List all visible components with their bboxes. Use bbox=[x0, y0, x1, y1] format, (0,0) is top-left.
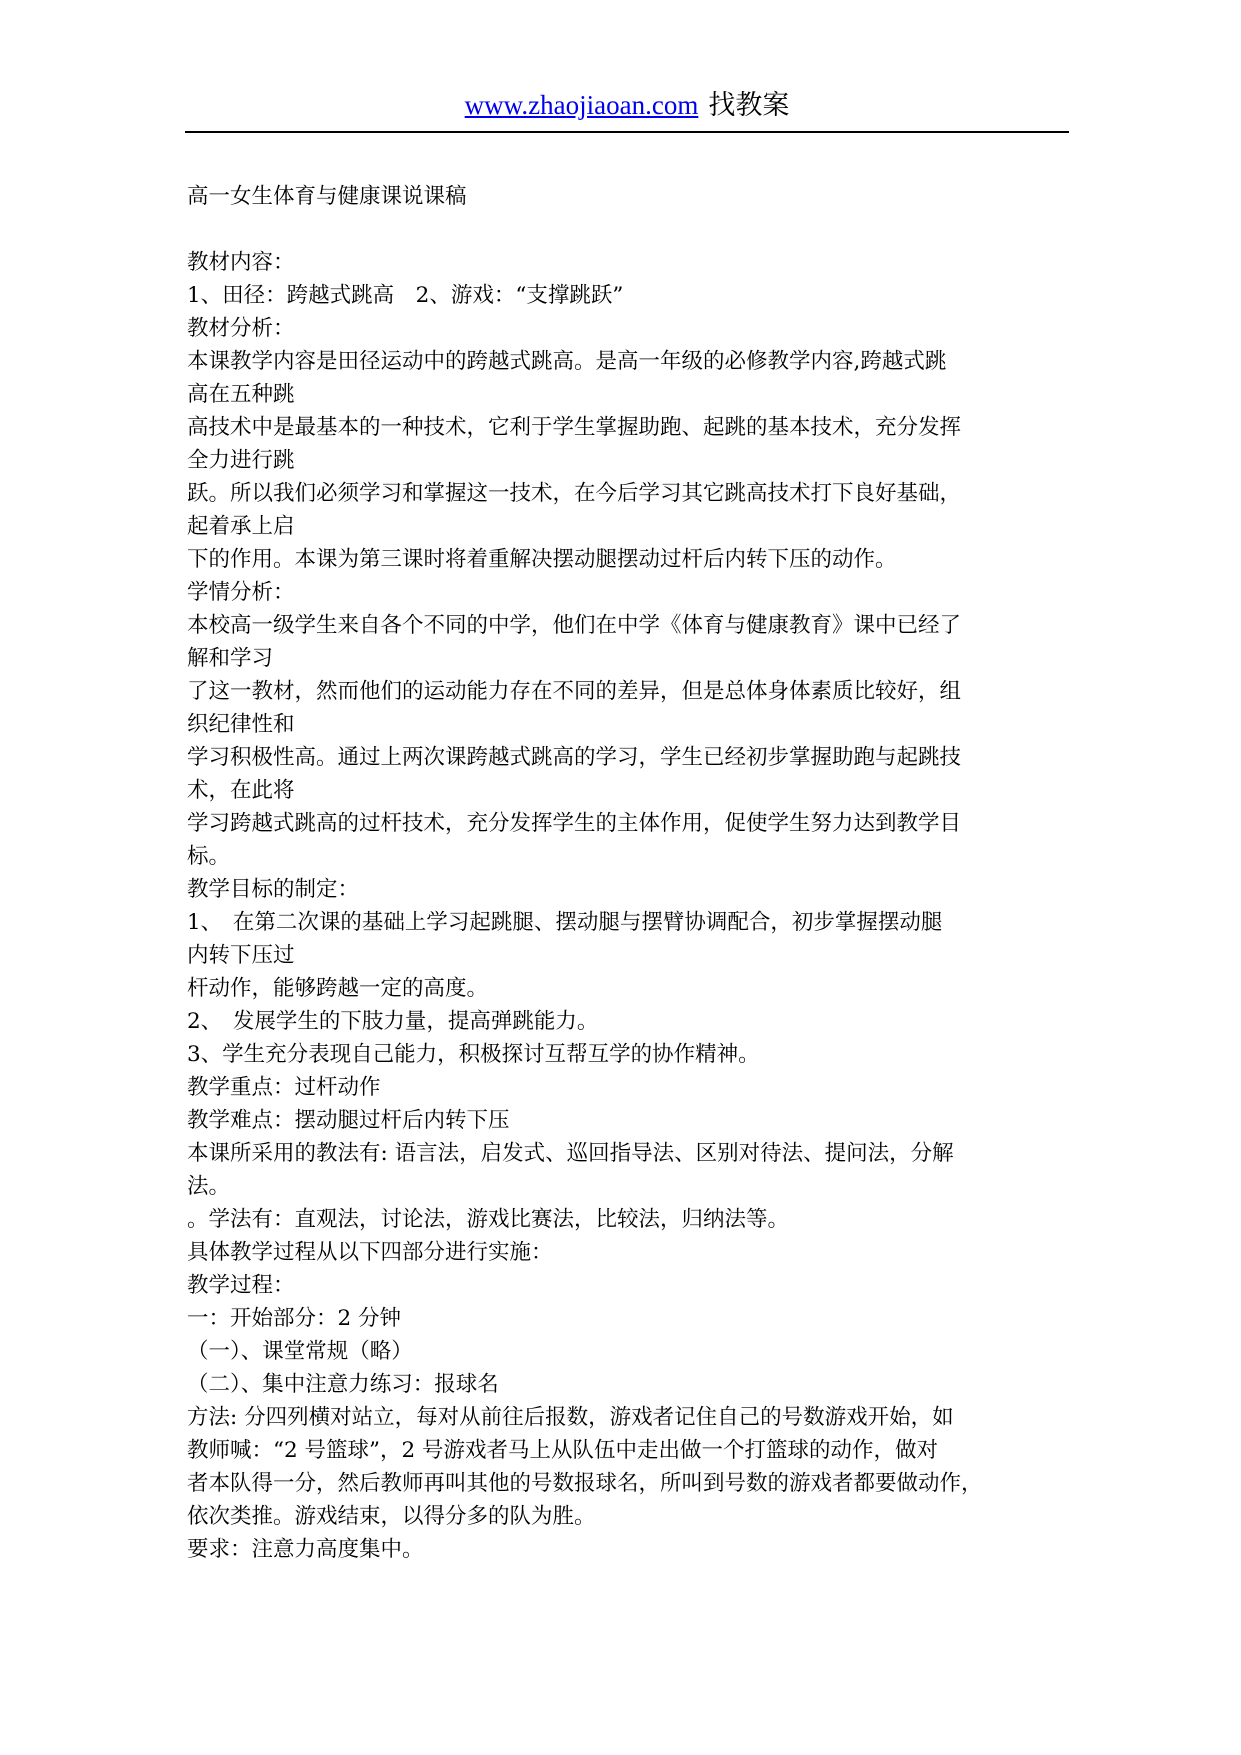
page-header bbox=[185, 88, 1069, 123]
site-name: 找教案 bbox=[708, 90, 790, 121]
text-line: 2、 发展学生的下肢力量，提高弹跳能力。 bbox=[187, 1009, 599, 1034]
text-line: 教师喊：“2 号篮球”，2 号游戏者马上从队伍中走出做一个打篮球的动作，做对 bbox=[187, 1438, 939, 1463]
text-line: 织纪律性和 bbox=[187, 712, 295, 737]
text-line: （一）、课堂常规（略） bbox=[187, 1339, 413, 1364]
text-line: 学习积极性高。通过上两次课跨越式跳高的学习，学生已经初步掌握助跑与起跳技 bbox=[187, 745, 962, 770]
site-link[interactable]: www.zhaojiaoan.com bbox=[464, 90, 699, 120]
text-line: 1、田径：跨越式跳高 2、游戏：“支撑跳跃” bbox=[187, 283, 624, 308]
text-line: 本课所采用的教法有: 语言法，启发式、巡回指导法、区别对待法、提问法，分解 bbox=[187, 1141, 954, 1166]
text-line: 术，在此将 bbox=[187, 778, 295, 803]
text-line: 学习跨越式跳高的过杆技术，充分发挥学生的主体作用，促使学生努力达到教学目 bbox=[187, 811, 962, 836]
text-line: 要求：注意力高度集中。 bbox=[187, 1537, 424, 1562]
text-line: 下的作用。本课为第三课时将着重解决摆动腿摆动过杆后内转下压的动作。 bbox=[187, 547, 897, 572]
text-line: 全力进行跳 bbox=[187, 448, 295, 473]
text-line: 教材内容： bbox=[187, 250, 295, 275]
text-line: 标。 bbox=[187, 844, 231, 869]
text-line: 高技术中是最基本的一种技术，它利于学生掌握助跑、起跳的基本技术，充分发挥 bbox=[187, 415, 962, 440]
text-line: 教学过程： bbox=[187, 1273, 295, 1298]
document-body bbox=[187, 180, 1067, 1566]
text-line: 教学难点：摆动腿过杆后内转下压 bbox=[187, 1108, 510, 1133]
text-line: 具体教学过程从以下四部分进行实施： bbox=[187, 1240, 553, 1265]
document-lines bbox=[187, 246, 1067, 1566]
text-line: 教学重点：过杆动作 bbox=[187, 1075, 381, 1100]
text-line: 解和学习 bbox=[187, 646, 274, 671]
text-line: 本校高一级学生来自各个不同的中学，他们在中学《体育与健康教育》课中已经了 bbox=[187, 613, 962, 638]
header-divider bbox=[185, 131, 1069, 133]
text-line: 杆动作，能够跨越一定的高度。 bbox=[187, 976, 489, 1001]
text-line: 教学目标的制定： bbox=[187, 877, 360, 902]
text-line: 内转下压过 bbox=[187, 943, 295, 968]
text-line: 跃。所以我们必须学习和掌握这一技术，在今后学习其它跳高技术打下良好基础， bbox=[187, 481, 962, 506]
text-line: 了这一教材，然而他们的运动能力存在不同的差异，但是总体身体素质比较好，组 bbox=[187, 679, 962, 704]
text-line: 。学法有：直观法，讨论法，游戏比赛法，比较法，归纳法等。 bbox=[187, 1207, 790, 1232]
document-title: 高一女生体育与健康课说课稿 bbox=[187, 184, 467, 209]
text-line: （二）、集中注意力练习：报球名 bbox=[187, 1372, 499, 1397]
text-line: 方法: 分四列横对站立，每对从前往后报数，游戏者记住自己的号数游戏开始，如 bbox=[187, 1405, 954, 1430]
text-line: 学情分析： bbox=[187, 580, 295, 605]
text-line: 教材分析： bbox=[187, 316, 295, 341]
text-line: 1、 在第二次课的基础上学习起跳腿、摆动腿与摆臂协调配合，初步掌握摆动腿 bbox=[187, 910, 943, 935]
text-line: 者本队得一分，然后教师再叫其他的号数报球名，所叫到号数的游戏者都要做动作， bbox=[187, 1471, 983, 1496]
text-line: 本课教学内容是田径运动中的跨越式跳高。是高一年级的必修教学内容,跨越式跳 bbox=[187, 349, 947, 374]
text-line: 法。 bbox=[187, 1174, 231, 1199]
text-line: 起着承上启 bbox=[187, 514, 295, 539]
text-line: 一：开始部分：2 分钟 bbox=[187, 1306, 402, 1331]
text-line: 依次类推。游戏结束，以得分多的队为胜。 bbox=[187, 1504, 596, 1529]
text-line: 高在五种跳 bbox=[187, 382, 295, 407]
text-line: 3、学生充分表现自己能力，积极探讨互帮互学的协作精神。 bbox=[187, 1042, 760, 1067]
